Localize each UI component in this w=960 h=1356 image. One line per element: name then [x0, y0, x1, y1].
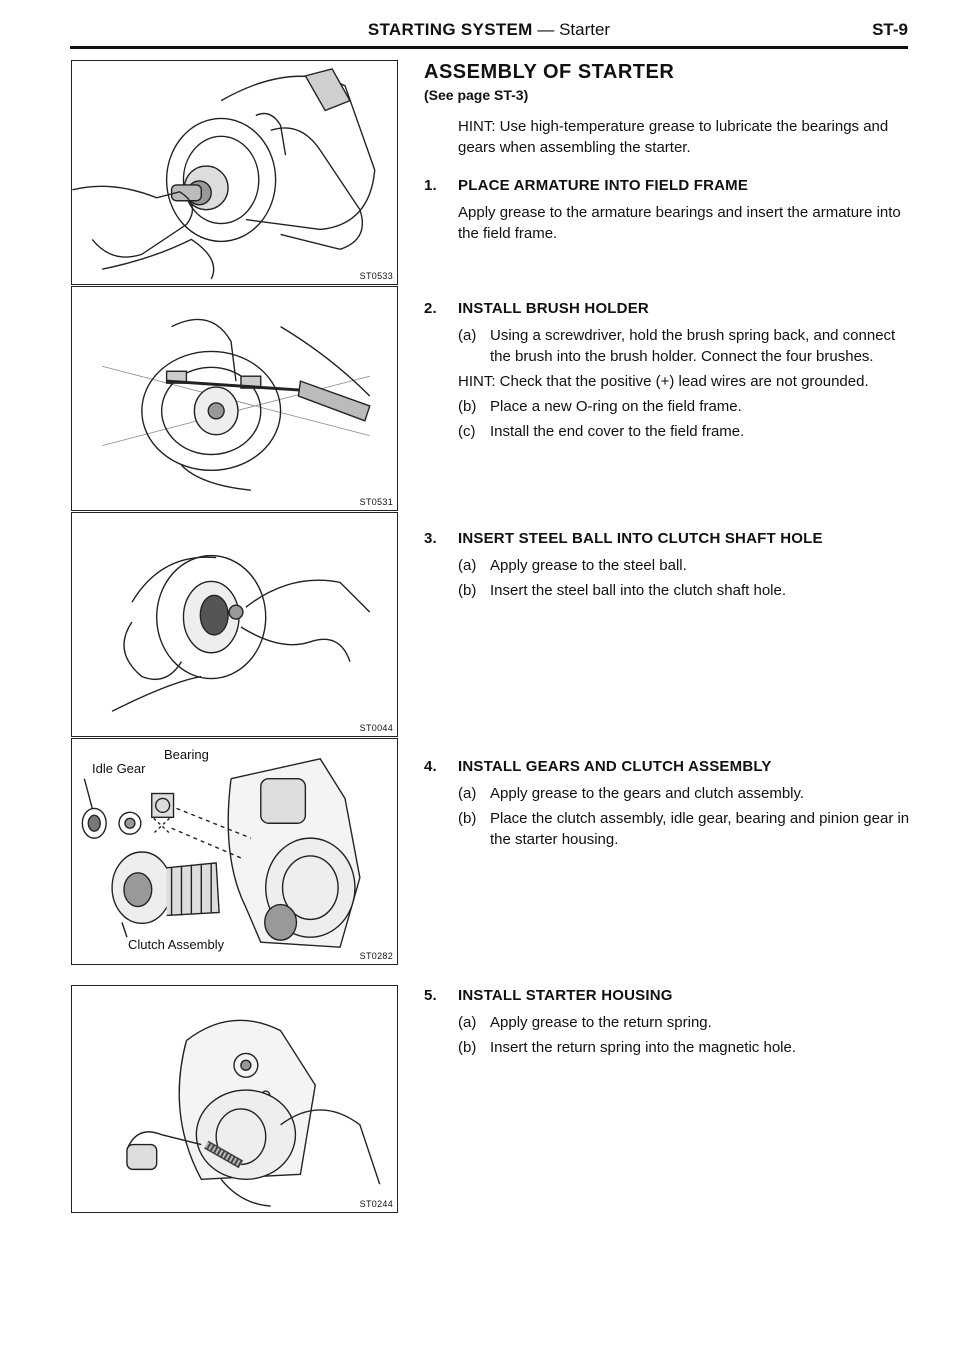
steel-ball-illustration	[72, 513, 397, 736]
section-subtitle: (See page ST-3)	[424, 87, 529, 103]
figure-brush-holder	[71, 286, 398, 511]
item-text: Place a new O-ring on the field frame.	[490, 398, 742, 415]
item-text: Insert the return spring into the magnetic hole.	[490, 1039, 797, 1056]
section-title: ASSEMBLY OF STARTER	[424, 61, 675, 83]
assembly-hint: HINT: Use high-temperature grease to lubricate the bearings and gears when assembling the starter.	[458, 118, 889, 156]
brush-holder-illustration	[72, 287, 397, 510]
step-title: INSTALL GEARS AND CLUTCH ASSEMBLY	[458, 758, 772, 775]
page-id: ST-9	[872, 20, 908, 39]
step-4	[424, 756, 910, 850]
item-text: Apply grease to the steel ball.	[490, 557, 687, 574]
step-text: Apply grease to the armature bearings and insert the armature into the field frame.	[458, 204, 901, 242]
list-item	[424, 421, 910, 442]
figure-code: ST0282	[359, 951, 393, 961]
step-heading	[424, 528, 910, 549]
label-bearing: Bearing	[164, 747, 209, 762]
step-hint: HINT: Check that the positive (+) lead wires are not grounded.	[458, 373, 869, 390]
step-heading	[424, 756, 910, 777]
label-idle-gear: Idle Gear	[92, 761, 146, 776]
step-number: 1.	[424, 177, 437, 194]
figure-code: ST0531	[359, 497, 393, 507]
step-5	[424, 985, 910, 1058]
item-tag: (a)	[458, 327, 477, 344]
armature-install-illustration	[72, 61, 397, 284]
item-text: Install the end cover to the field frame.	[490, 423, 745, 440]
step-heading	[424, 985, 910, 1006]
step-title: INSTALL BRUSH HOLDER	[458, 300, 649, 317]
list-item	[424, 325, 910, 367]
step-title: INSTALL STARTER HOUSING	[458, 987, 673, 1004]
list-item	[424, 1012, 910, 1033]
figure-code: ST0244	[359, 1199, 393, 1209]
step-1	[424, 175, 910, 244]
step-number: 2.	[424, 300, 437, 317]
figure-code: ST0533	[359, 271, 393, 281]
header-dash: —	[532, 20, 560, 39]
figure-steel-ball	[71, 512, 398, 737]
figure-gears-clutch	[71, 738, 398, 965]
figure-starter-housing	[71, 985, 398, 1213]
figure-armature-install	[71, 60, 398, 285]
label-clutch-assembly: Clutch Assembly	[128, 937, 225, 952]
step-3	[424, 528, 910, 601]
step-number: 3.	[424, 530, 437, 547]
step-number: 5.	[424, 987, 437, 1004]
step-2	[424, 298, 910, 442]
item-text: Using a screwdriver, hold the brush spring back, and connect the brush into the brush holder. Connect the four brushes.	[490, 327, 896, 365]
item-tag: (b)	[458, 398, 477, 415]
item-tag: (b)	[458, 582, 477, 599]
item-text: Apply grease to the return spring.	[490, 1014, 712, 1031]
header-subsection: Starter	[559, 20, 611, 39]
starter-housing-illustration	[72, 986, 397, 1212]
item-tag: (b)	[458, 1039, 477, 1056]
step-title: INSERT STEEL BALL INTO CLUTCH SHAFT HOLE	[458, 530, 823, 547]
step-heading	[424, 298, 910, 319]
steps-container	[424, 0, 910, 1356]
figure-code: ST0044	[359, 723, 393, 733]
step-heading	[424, 175, 910, 196]
step-title: PLACE ARMATURE INTO FIELD FRAME	[458, 177, 749, 194]
item-tag: (c)	[458, 423, 476, 440]
list-item	[424, 580, 910, 601]
header-section: STARTING SYSTEM	[367, 20, 533, 39]
item-text: Apply grease to the gears and clutch assembly.	[490, 785, 805, 802]
item-tag: (a)	[458, 557, 477, 574]
step-number: 4.	[424, 758, 437, 775]
list-item	[424, 808, 910, 850]
item-text: Insert the steel ball into the clutch shaft hole.	[490, 582, 787, 599]
list-item	[424, 1037, 910, 1058]
item-text: Place the clutch assembly, idle gear, bearing and pinion gear in the starter housing.	[490, 810, 910, 848]
list-item	[424, 783, 910, 804]
item-tag: (a)	[458, 1014, 477, 1031]
list-item	[424, 555, 910, 576]
list-item	[424, 396, 910, 417]
item-tag: (b)	[458, 810, 477, 827]
item-tag: (a)	[458, 785, 477, 802]
